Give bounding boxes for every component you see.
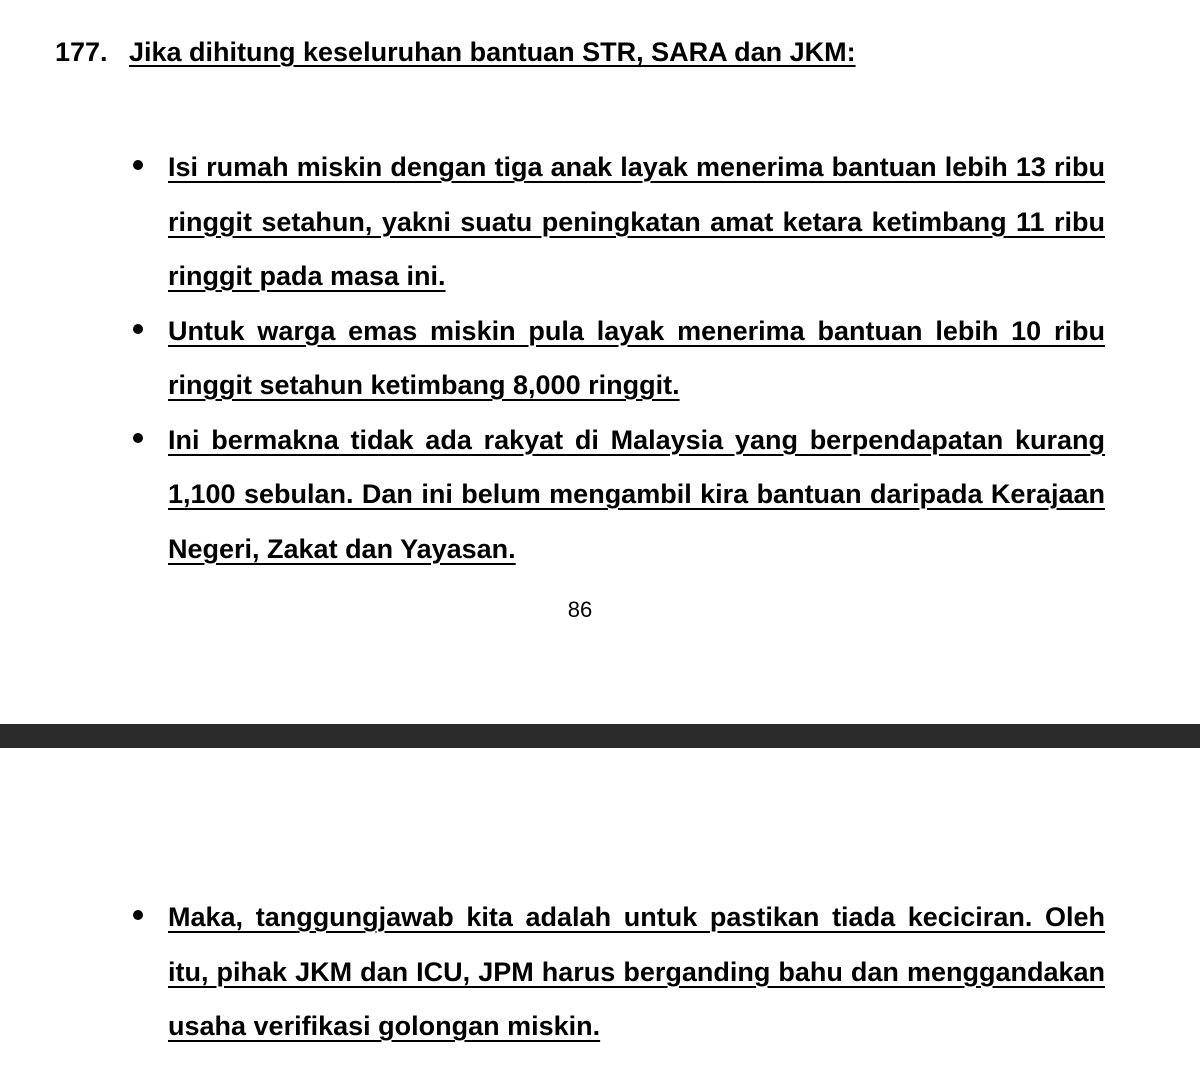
bullet-icon — [133, 910, 143, 920]
bullet-text: Untuk warga emas miskin pula layak menerima bantuan lebih 10 ribu ringgit setahun ketimbang 8,000 ringgit. — [168, 315, 1105, 400]
bullet-text: Maka, tanggungjawab kita adalah untuk pastikan tiada keciciran. Oleh itu, pihak JKM dan ICU, JPM harus berganding bahu dan menggandakan usaha verifikasi golongan miskin. — [168, 902, 1105, 1041]
bullet-text: Ini bermakna tidak ada rakyat di Malaysia yang berpendapatan kurang 1,100 sebulan. Dan ini belum mengambil kira bantuan daripada Kerajaan Negeri, Zakat dan Yayasan. — [168, 424, 1105, 564]
document-page-bottom — [0, 748, 1200, 1067]
section-title: Jika dihitung keseluruhan bantuan STR, SARA dan JKM: — [129, 37, 856, 67]
page-number: 86 — [567, 597, 593, 622]
bullet-list-top — [132, 140, 1105, 576]
list-item — [132, 304, 1105, 413]
bullet-list-bottom — [132, 890, 1105, 1054]
section-heading — [55, 34, 856, 70]
bullet-icon — [133, 324, 143, 334]
bullet-text: Isi rumah miskin dengan tiga anak layak menerima bantuan lebih 13 ribu ringgit setahun, yakni suatu peningkatan amat ketara ketimbang 11 ribu ringgit pada masa ini. — [168, 152, 1105, 291]
list-item — [132, 890, 1105, 1054]
page-divider — [0, 724, 1200, 748]
list-item — [132, 140, 1105, 304]
list-item — [132, 413, 1105, 577]
bullet-icon — [133, 160, 143, 170]
section-number: 177. — [55, 37, 108, 67]
bullet-icon — [133, 433, 143, 443]
